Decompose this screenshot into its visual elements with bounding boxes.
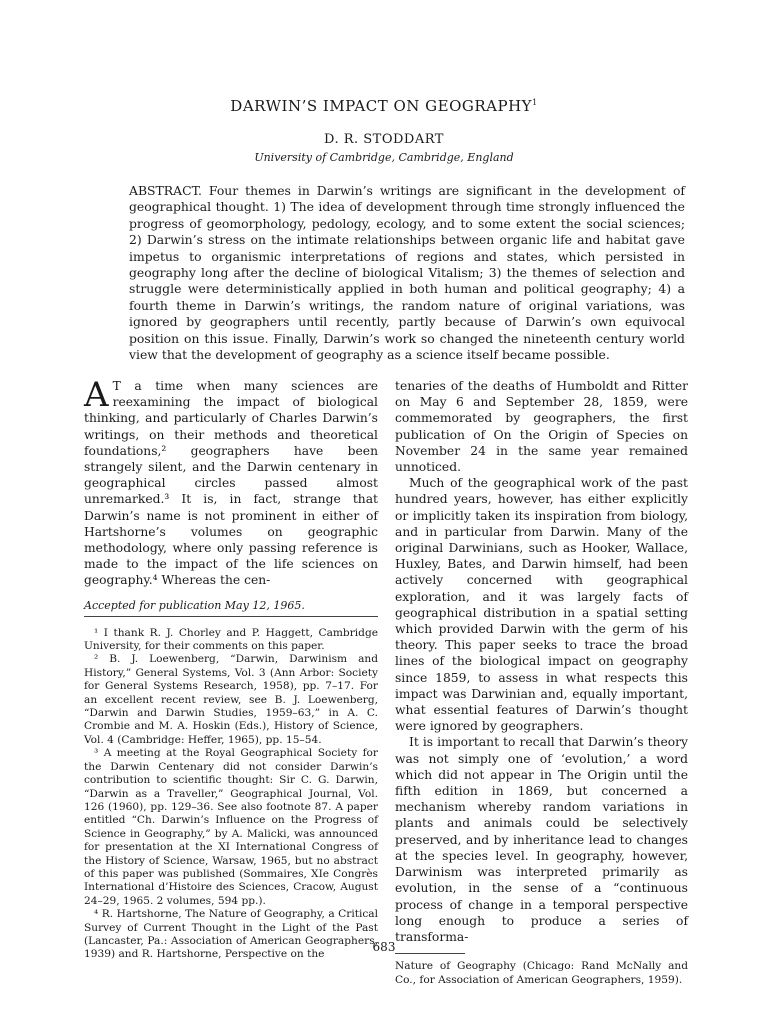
footnotes [84,627,378,962]
abstract: ABSTRACT. Four themes in Darwin’s writings are significant in the development of geographical thought. 1) The idea of development through time strongly influenced the progress of geomorphology, pedology, ecology, and to some extent the social sciences; 2) Darwin’s stress on the intimate relationships between organic life and habitat gave impetus to organismic interpretations of regions and states, which persisted in geography long after the decline of biological Vitalism; 3) the themes of selection and struggle were deterministically applied in both human and political geography; 4) a fourth theme in Darwin’s writings, the random nature of original variations, was ignored by geographers until recently, partly because of Darwin’s own equivocal position on this issue. Finally, Darwin’s work so changed the nineteenth century world view that the development of geography as a science itself became possible. [129,183,685,363]
title-footnote-marker: 1 [532,98,538,107]
paragraph-evolution: It is important to recall that Darwin’s theory was not simply one of ‘evolution,’ a word which did not appear in The Origin until the fifth edition in 1869, but concerned a mechanism whereby random variations in plants and animals could be selectively preserved, and by inheritance lead to changes at the species level. In geography, however, Darwinism was interpreted primarily as evolution, in the sense of a “continuous process of change in a temporal perspective long enough to produce a series of transforma- [395,735,688,944]
footnote-1: ¹ I thank R. J. Chorley and P. Haggett, Cambridge University, for their comments on this paper. [84,626,378,653]
footnote-continuation: Nature of Geography (Chicago: Rand McNally and Co., for Association of American Geographers, 1959). [395,960,688,986]
footnote-4: ⁴ R. Hartshorne, The Nature of Geography, a Critical Survey of Current Thought in the Light of the Past (Lancaster, Pa.: Association of American Geographers, 1939) and R. Hartshorne, Perspective on the [84,908,378,961]
author-name: D. R. STODDART [324,132,444,147]
right-body [395,378,688,945]
left-column [84,375,378,962]
footnote-2: ² B. J. Loewenberg, “Darwin, Darwinism and History,” General Systems, Vol. 3 (Ann Arbor: Society for General Systems Research, 1958), pp. 7–17. For an excellent recent review, see B. J. Loewenberg, “Darwin and Darwin Studies, 1959–63,” in A. C. Crombie and M. A. Hoskin (Eds.), History of Science, Vol. 4 (Cambridge: Heffer, 1965), pp. 15–54. [84,653,378,746]
intro-paragraph: A T a time when many sciences are reexamining the impact of biological thinking, and particularly of Charles Darwin’s writings, on their methods and theoretical foundations,² geographers have been strangely silent, and the Darwin centenary in geographical circles passed almost unremarked.³ It is, in fact, strange that Darwin’s name is not prominent in either of Hartshorne’s volumes on geographic methodology, where only passing reference is made to the impact of the life sciences on geography.⁴ Whereas the cen- [84,375,378,588]
author-affiliation: University of Cambridge, Cambridge, England [254,151,514,164]
paragraph-biology: Much of the geographical work of the past hundred years, however, has either explicitly or implicitly taken its inspiration from biology, and in particular from Darwin. Many of the original Darwinians, such as Hooker, Wallace, Huxley, Bates, and Darwin himself, had been actively concerned with geographical exploration, and it was largely facts of geographical distribution in a spatial setting which provided Darwin with the germ of his theory. This paper seeks to trace the broad lines of the biological impact on geography since 1859, to assess in what respects this impact was Darwinian and, equally important, what essential features of Darwin’s thought were ignored by geographers. [395,476,688,734]
accepted-note: Accepted for publication May 12, 1965. [84,599,378,617]
page-number: 683 [372,940,396,954]
article-title: DARWIN’S IMPACT ON GEOGRAPHY$^1$ [230,97,538,115]
right-column [395,378,688,987]
drop-cap: A [84,375,109,415]
paragraph-centenaries: tenaries of the deaths of Humboldt and Ritter on May 6 and September 28, 1859, were commemorated by geographers, the first publication of On the Origin of Species on November 24 in the same year remained unnoticed. [395,379,688,475]
footnote-3: ³ A meeting at the Royal Geographical Society for the Darwin Centenary did not consider Darwin’s contribution to scientific thought: Sir C. G. Darwin, “Darwin as a Traveller,” Geographical Journal, Vol. 126 (1960), pp. 129–36. See also footnote 87. A paper entitled “Ch. Darwin’s Influence on the Progress of Science in Geography,” by A. Malicki, was announced for presentation at the XI International Congress of the History of Science, Warsaw, 1965, but no abstract of this paper was published (Sommaires, XIe Congrès International d’Histoire des Sciences, Cracow, August 24–29, 1965. 2 volumes, 594 pp.). [84,747,378,907]
